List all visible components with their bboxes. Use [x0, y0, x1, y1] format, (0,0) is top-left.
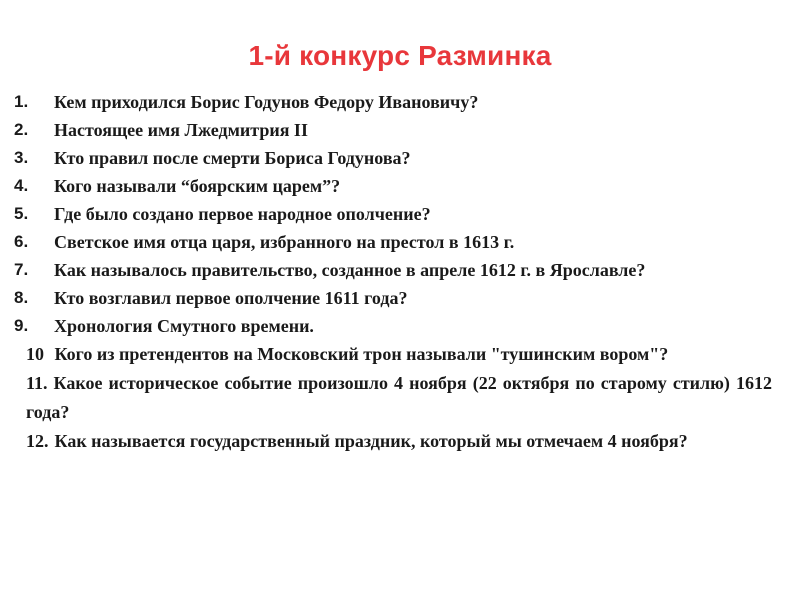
question-item [0, 256, 800, 284]
question-list [0, 88, 800, 456]
question-number: 8. [14, 288, 29, 307]
question-number: 1. [14, 92, 29, 111]
question-item [0, 144, 800, 172]
question-item [0, 284, 800, 312]
extra-question [26, 340, 772, 369]
question-number: 9. [14, 316, 29, 335]
question-item [0, 228, 800, 256]
question-item [0, 116, 800, 144]
question-item [0, 200, 800, 228]
extra-question [26, 427, 772, 456]
extra-question-number: 11. [26, 373, 48, 393]
question-text: Настоящее имя Лжедмитрия II [54, 120, 308, 140]
question-item [0, 312, 800, 340]
extra-question-number: 12. [26, 431, 49, 451]
question-number: 3. [14, 148, 29, 167]
extra-question-text: Кого из претендентов на Московский трон называли "тушинским вором"? [50, 344, 669, 364]
question-text: Кто правил после смерти Бориса Годунова? [54, 148, 411, 168]
question-text: Кем приходился Борис Годунов Федору Ивановичу? [54, 92, 479, 112]
question-number: 6. [14, 232, 29, 251]
question-text: Светское имя отца царя, избранного на престол в 1613 г. [54, 232, 515, 252]
question-item [0, 88, 800, 116]
extra-question-number: 10 [26, 344, 44, 364]
question-item [0, 172, 800, 200]
question-number: 5. [14, 204, 29, 223]
question-text: Где было создано первое народное ополчение? [54, 204, 431, 224]
question-text: Кого называли “боярским царем”? [54, 176, 341, 196]
extra-question-text: Как называется государственный праздник, который мы отмечаем 4 ноября? [54, 431, 688, 451]
question-number: 7. [14, 260, 29, 279]
extra-question-text: Какое историческое событие произошло 4 ноября (22 октября по старому стилю) 1612 года? [26, 373, 772, 422]
question-text: Как называлось правительство, созданное в апреле 1612 г. в Ярославле? [54, 260, 646, 280]
question-number: 4. [14, 176, 29, 195]
question-text: Хронология Смутного времени. [54, 316, 314, 336]
question-text: Кто возглавил первое ополчение 1611 года? [54, 288, 408, 308]
slide-title: 1-й конкурс Разминка [248, 40, 552, 71]
question-number: 2. [14, 120, 29, 139]
extra-question [26, 369, 772, 427]
